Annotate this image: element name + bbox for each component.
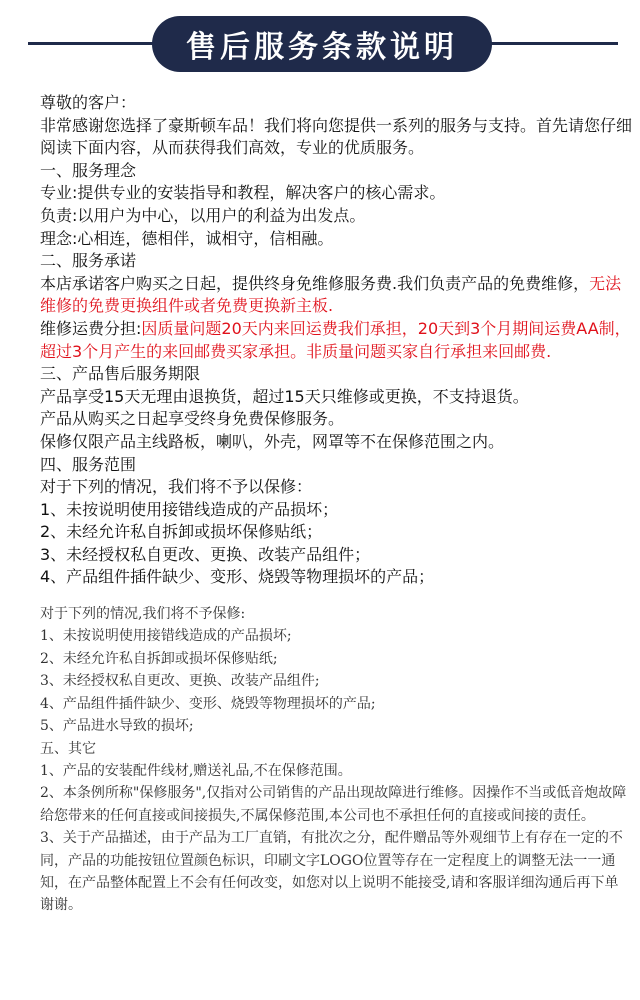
shipping-cost-label: 维修运费分担: bbox=[40, 318, 142, 338]
section4-item: 4、产品组件插件缺少、变形、烧毁等物理损坏的产品； bbox=[40, 567, 435, 587]
title-banner bbox=[152, 16, 492, 72]
section5-title: 五、其它 bbox=[40, 740, 96, 757]
repair-promise-highlight: 无法维修的免费更换组件或者免费更换新主板. bbox=[40, 273, 622, 316]
shipping-cost-policy bbox=[40, 318, 632, 363]
exclusions-intro: 对于下列的情况,我们将不予保修: bbox=[40, 606, 246, 623]
section4-item: 2、未经允许私自拆卸或损坏保修贴纸； bbox=[40, 522, 323, 542]
additional-terms bbox=[40, 603, 632, 917]
section1-item: 专业:提供专业的安装指导和教程，解决客户的核心需求。 bbox=[40, 183, 446, 203]
section4-intro: 对于下列的情况，我们将不予以保修： bbox=[40, 477, 313, 497]
section1-item: 理念:心相连，德相伴，诚相守，信相融。 bbox=[40, 228, 334, 248]
exclusion-item: 5、产品进水导致的损坏; bbox=[40, 718, 194, 735]
exclusion-item: 4、产品组件插件缺少、变形、烧毁等物理损坏的产品; bbox=[40, 695, 376, 712]
section3-item: 保修仅限产品主线路板，喇叭，外壳，网罩等不在保修范围之内。 bbox=[40, 431, 505, 451]
terms-content bbox=[40, 92, 632, 917]
section4-item: 3、未经授权私自更改、更换、改装产品组件； bbox=[40, 544, 371, 564]
greeting: 尊敬的客户： bbox=[40, 93, 137, 112]
repair-promise bbox=[40, 273, 632, 318]
exclusion-item: 1、未按说明使用接错线造成的产品损坏; bbox=[40, 628, 292, 645]
repair-promise-text: 本店承诺客户购买之日起，提供终身免维修服务费.我们负责产品的免费维修， bbox=[40, 273, 590, 293]
exclusion-item: 3、未经授权私自更改、更换、改装产品组件; bbox=[40, 673, 320, 690]
section4-title: 四、服务范围 bbox=[40, 454, 137, 474]
main-terms bbox=[40, 92, 632, 589]
other-item: 1、产品的安装配件线材,赠送礼品,不在保修范围。 bbox=[40, 762, 352, 779]
exclusion-item: 2、未经允许私自拆卸或损坏保修贴纸; bbox=[40, 650, 278, 667]
section3-item: 产品从购买之日起享受终身免费保修服务。 bbox=[40, 409, 345, 429]
page-title: 售后服务条款说明 bbox=[186, 30, 458, 65]
section1-title: 一、服务理念 bbox=[40, 160, 137, 180]
section4-item: 1、未按说明使用接错线造成的产品损坏； bbox=[40, 499, 339, 519]
intro-paragraph: 非常感谢您选择了豪斯顿车品！我们将向您提供一系列的服务与支持。首先请您仔细阅读下面内容，从而获得我们高效，专业的优质服务。 bbox=[40, 115, 633, 158]
other-item: 3、关于产品描述，由于产品为工厂直销，有批次之分，配件赠品等外观细节上有存在一定的不同，产品的功能按钮位置颜色标识，印刷文字LOGO位置等存在一定程度上的调整无法一一通知，在产品整体配置上不会有任何改变，如您对以上说明不能接受,请和客服详细沟通后再下单谢谢。 bbox=[40, 830, 623, 914]
section3-title: 三、产品售后服务期限 bbox=[40, 364, 201, 384]
section1-item: 负责:以用户为中心，以用户的利益为出发点。 bbox=[40, 205, 366, 225]
section3-item: 产品享受15天无理由退换货，超过15天只维修或更换，不支持退货。 bbox=[40, 386, 529, 406]
shipping-cost-highlight: 因质量问题20天内来回运费我们承担，20天到3个月期间运费AA制，超过3个月产生的来回邮费买家承担。非质量问题买家自行承担来回邮费. bbox=[40, 318, 631, 361]
other-item: 2、本条例所称"保修服务",仅指对公司销售的产品出现故障进行维修。因操作不当或低音炮故障给您带来的任何直接或间接损失,不属保修范围,本公司也不承担任何的直接或间接的责任。 bbox=[40, 785, 627, 824]
section2-title: 二、服务承诺 bbox=[40, 251, 137, 271]
